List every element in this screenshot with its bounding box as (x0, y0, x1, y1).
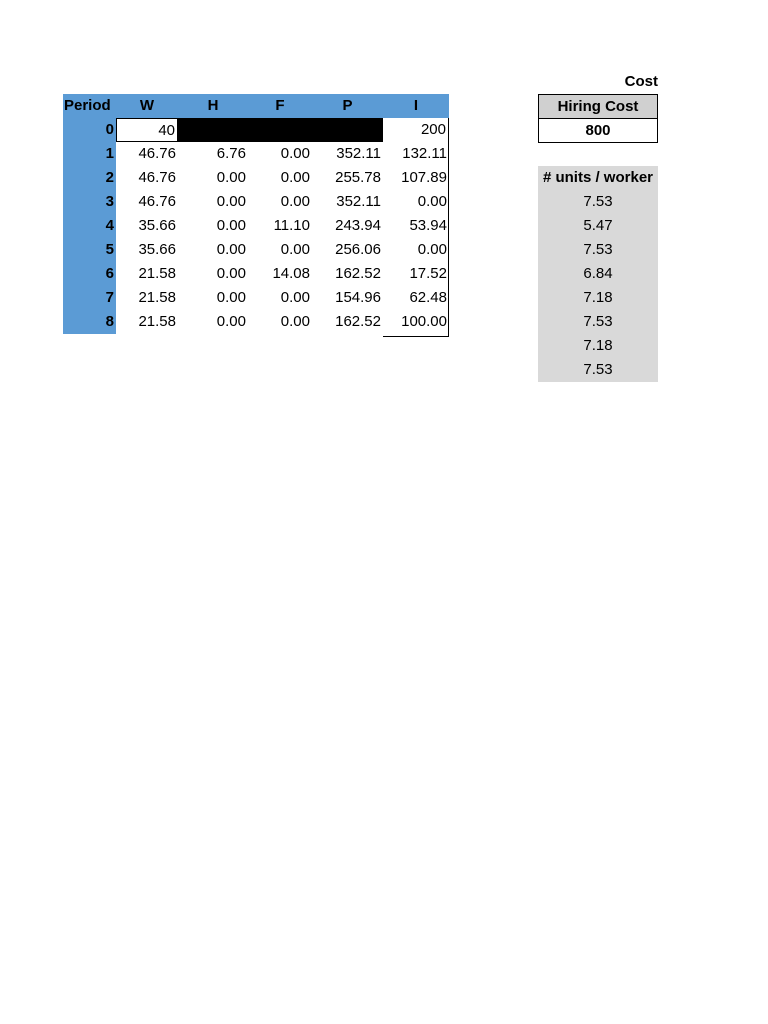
cell-i[interactable]: 53.94 (409, 217, 447, 234)
cell-w-selected[interactable]: 40 (116, 118, 178, 142)
cell-f[interactable]: 0.00 (280, 289, 310, 306)
cell-period[interactable]: 3 (63, 190, 116, 214)
units-per-worker-header[interactable]: # units / worker (542, 169, 654, 186)
units-per-worker-column (538, 166, 658, 382)
cell-w[interactable]: 46.76 (138, 193, 176, 210)
cell-i[interactable]: 107.89 (401, 169, 447, 186)
cell-w[interactable]: 21.58 (138, 265, 176, 282)
hiring-cost-value[interactable]: 800 (538, 118, 658, 143)
units-cell[interactable]: 5.47 (583, 217, 613, 234)
table-row (63, 190, 449, 214)
table-row (63, 214, 449, 238)
cell-border-bottom (383, 336, 449, 337)
redaction-block (178, 118, 383, 142)
table-row (63, 286, 449, 310)
cell-f[interactable]: 0.00 (280, 193, 310, 210)
cell-h[interactable]: 0.00 (216, 241, 246, 258)
cell-h[interactable]: 0.00 (216, 217, 246, 234)
header-f[interactable]: F (248, 94, 312, 118)
cell-w[interactable]: 21.58 (138, 313, 176, 330)
cell-period[interactable]: 7 (63, 286, 116, 310)
units-cell[interactable]: 7.18 (583, 337, 613, 354)
cell-p[interactable]: 256.06 (335, 241, 381, 258)
cell-f[interactable]: 0.00 (280, 145, 310, 162)
header-h[interactable]: H (178, 94, 248, 118)
cell-h[interactable]: 0.00 (216, 265, 246, 282)
cell-f[interactable]: 0.00 (280, 241, 310, 258)
cell-w[interactable]: 35.66 (138, 241, 176, 258)
table-row (63, 166, 449, 190)
cell-i[interactable]: 0.00 (417, 241, 447, 258)
cell-h[interactable]: 0.00 (216, 313, 246, 330)
cell-w[interactable]: 46.76 (138, 145, 176, 162)
cell-period[interactable]: 6 (63, 262, 116, 286)
cell-f[interactable]: 0.00 (280, 313, 310, 330)
cell-period[interactable]: 1 (63, 142, 116, 166)
cell-period[interactable]: 4 (63, 214, 116, 238)
cell-p[interactable]: 255.78 (335, 169, 381, 186)
units-cell[interactable]: 7.53 (583, 361, 613, 378)
cell-p[interactable]: 162.52 (335, 313, 381, 330)
cell-i[interactable]: 17.52 (409, 265, 447, 282)
cell-i[interactable]: 0.00 (417, 193, 447, 210)
cell-i[interactable]: 62.48 (409, 289, 447, 306)
table-row (63, 238, 449, 262)
cell-period[interactable]: 2 (63, 166, 116, 190)
cell-p[interactable]: 243.94 (335, 217, 381, 234)
cell-period[interactable]: 8 (63, 310, 116, 334)
cost-label[interactable]: Cost (624, 73, 658, 90)
header-period[interactable]: Period (63, 94, 116, 118)
cell-w[interactable]: 21.58 (138, 289, 176, 306)
units-cell[interactable]: 7.53 (583, 313, 613, 330)
header-p[interactable]: P (312, 94, 383, 118)
cell-i[interactable]: 200 (383, 118, 449, 142)
header-w[interactable]: W (116, 94, 178, 118)
table-row (63, 310, 449, 334)
units-cell[interactable]: 7.53 (583, 193, 613, 210)
cell-p[interactable]: 162.52 (335, 265, 381, 282)
cell-f[interactable]: 14.08 (272, 265, 310, 282)
cell-period[interactable]: 0 (63, 118, 116, 142)
table-header-row (63, 94, 449, 118)
table-row (63, 142, 449, 166)
cell-w[interactable]: 35.66 (138, 217, 176, 234)
cell-i[interactable]: 100.00 (401, 313, 447, 330)
units-cell[interactable]: 6.84 (583, 265, 613, 282)
units-cell[interactable]: 7.18 (583, 289, 613, 306)
units-cell[interactable]: 7.53 (583, 241, 613, 258)
cell-h[interactable]: 6.76 (216, 145, 246, 162)
cell-f[interactable]: 0.00 (280, 169, 310, 186)
cell-p[interactable]: 352.11 (336, 145, 381, 162)
cell-p[interactable]: 352.11 (336, 193, 381, 210)
cell-h[interactable]: 0.00 (216, 289, 246, 306)
cell-i[interactable]: 132.11 (402, 145, 447, 162)
hiring-cost-header[interactable]: Hiring Cost (538, 94, 658, 119)
table-row (63, 262, 449, 286)
cell-border-right (448, 142, 449, 336)
cell-h[interactable]: 0.00 (216, 193, 246, 210)
cell-f[interactable]: 11.10 (273, 217, 310, 234)
cell-period[interactable]: 5 (63, 238, 116, 262)
header-i[interactable]: I (383, 94, 449, 118)
cell-p[interactable]: 154.96 (335, 289, 381, 306)
cell-h[interactable]: 0.00 (216, 169, 246, 186)
cell-w[interactable]: 46.76 (138, 169, 176, 186)
